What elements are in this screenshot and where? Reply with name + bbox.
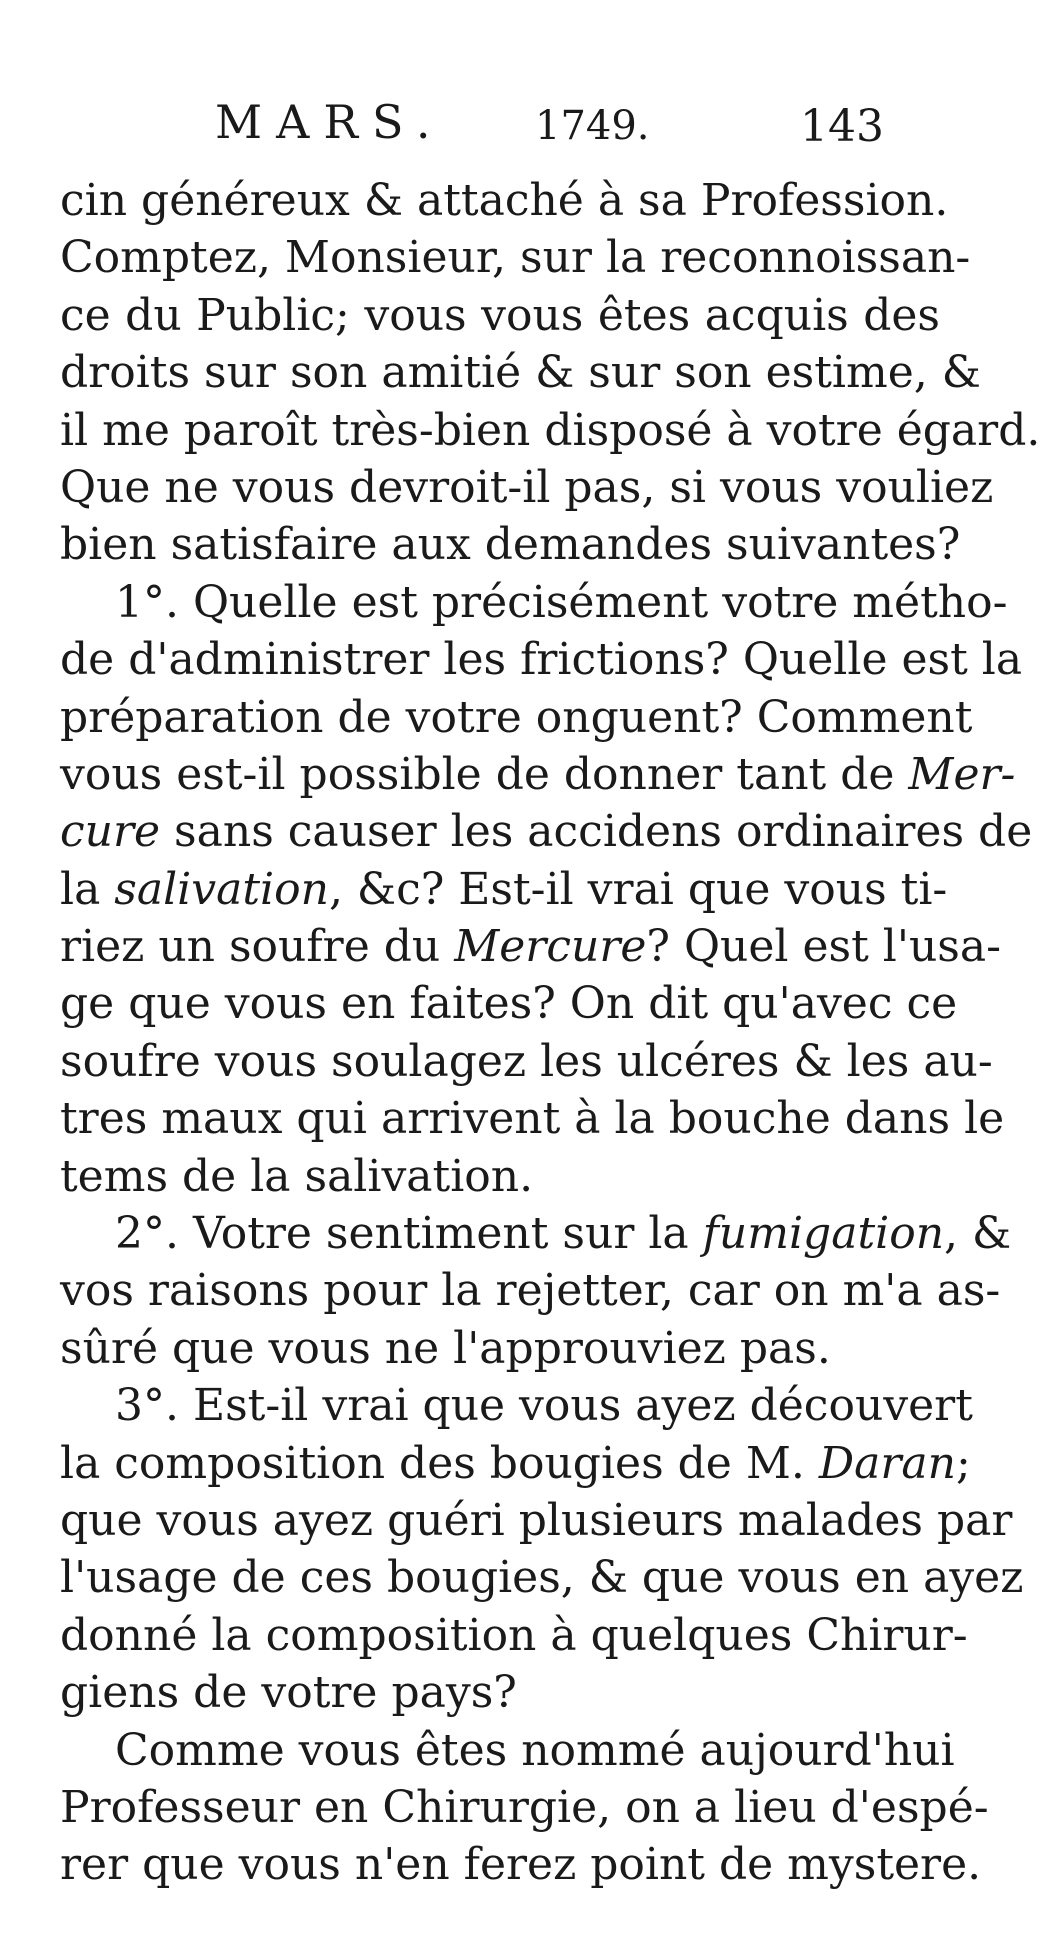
text-line: Comptez, Monsieur, sur la reconnoissan- (60, 232, 971, 284)
text-line: cure sans causer les accidens ordinaires de (60, 806, 1033, 858)
text-line: rer que vous n'en ferez point de mystere. (60, 1839, 982, 1891)
header-year: 1749. (535, 103, 650, 149)
text-line: la composition des bougies de M. Daran; (60, 1437, 971, 1489)
text-line: tres maux qui arrivent à la bouche dans le (60, 1093, 1005, 1145)
text-line: Comme vous êtes nommé aujourd'hui (115, 1724, 955, 1776)
page-number: 143 (800, 101, 884, 152)
header-month: MARS. (215, 95, 445, 149)
text-line: ge que vous en faites? On dit qu'avec ce (60, 978, 958, 1030)
text-line: 1°. Quelle est précisément votre métho- (115, 576, 1008, 628)
text-line: 2°. Votre sentiment sur la fumigation, & (115, 1208, 1012, 1260)
text-line: bien satisfaire aux demandes suivantes? (60, 519, 961, 571)
running-header (215, 95, 915, 165)
text-line: Que ne vous devroit-il pas, si vous vouliez (60, 461, 994, 513)
text-line: de d'administrer les frictions? Quelle est la (60, 634, 1023, 686)
text-line: préparation de votre onguent? Comment (60, 691, 973, 743)
text-line: vous est-il possible de donner tant de Mer- (60, 748, 1016, 800)
text-line: vos raisons pour la rejetter, car on m'a as- (60, 1265, 1001, 1317)
text-line: la salivation, &c? Est-il vrai que vous ti- (60, 863, 948, 915)
text-line: que vous ayez guéri plusieurs malades par (60, 1494, 1013, 1546)
text-line: riez un soufre du Mercure? Quel est l'usa- (60, 921, 1001, 973)
body-text (60, 172, 1040, 1894)
text-line: ce du Public; vous vous êtes acquis des (60, 289, 940, 341)
text-line: sûré que vous ne l'approuviez pas. (60, 1322, 831, 1374)
text-line: giens de votre pays? (60, 1667, 517, 1719)
text-line: Professeur en Chirurgie, on a lieu d'espé- (60, 1781, 989, 1833)
text-line: donné la composition à quelques Chirur- (60, 1609, 968, 1661)
text-line: soufre vous soulagez les ulcéres & les au- (60, 1035, 993, 1087)
text-line: 3°. Est-il vrai que vous ayez découvert (115, 1380, 973, 1432)
text-line: tems de la salivation. (60, 1150, 534, 1202)
text-line: droits sur son amitié & sur son estime, & (60, 347, 981, 399)
text-line: il me paroît très-bien disposé à votre égard. (60, 404, 1040, 456)
text-line: l'usage de ces bougies, & que vous en ayez (60, 1552, 1024, 1604)
text-line: cin généreux & attaché à sa Profession. (60, 175, 949, 226)
